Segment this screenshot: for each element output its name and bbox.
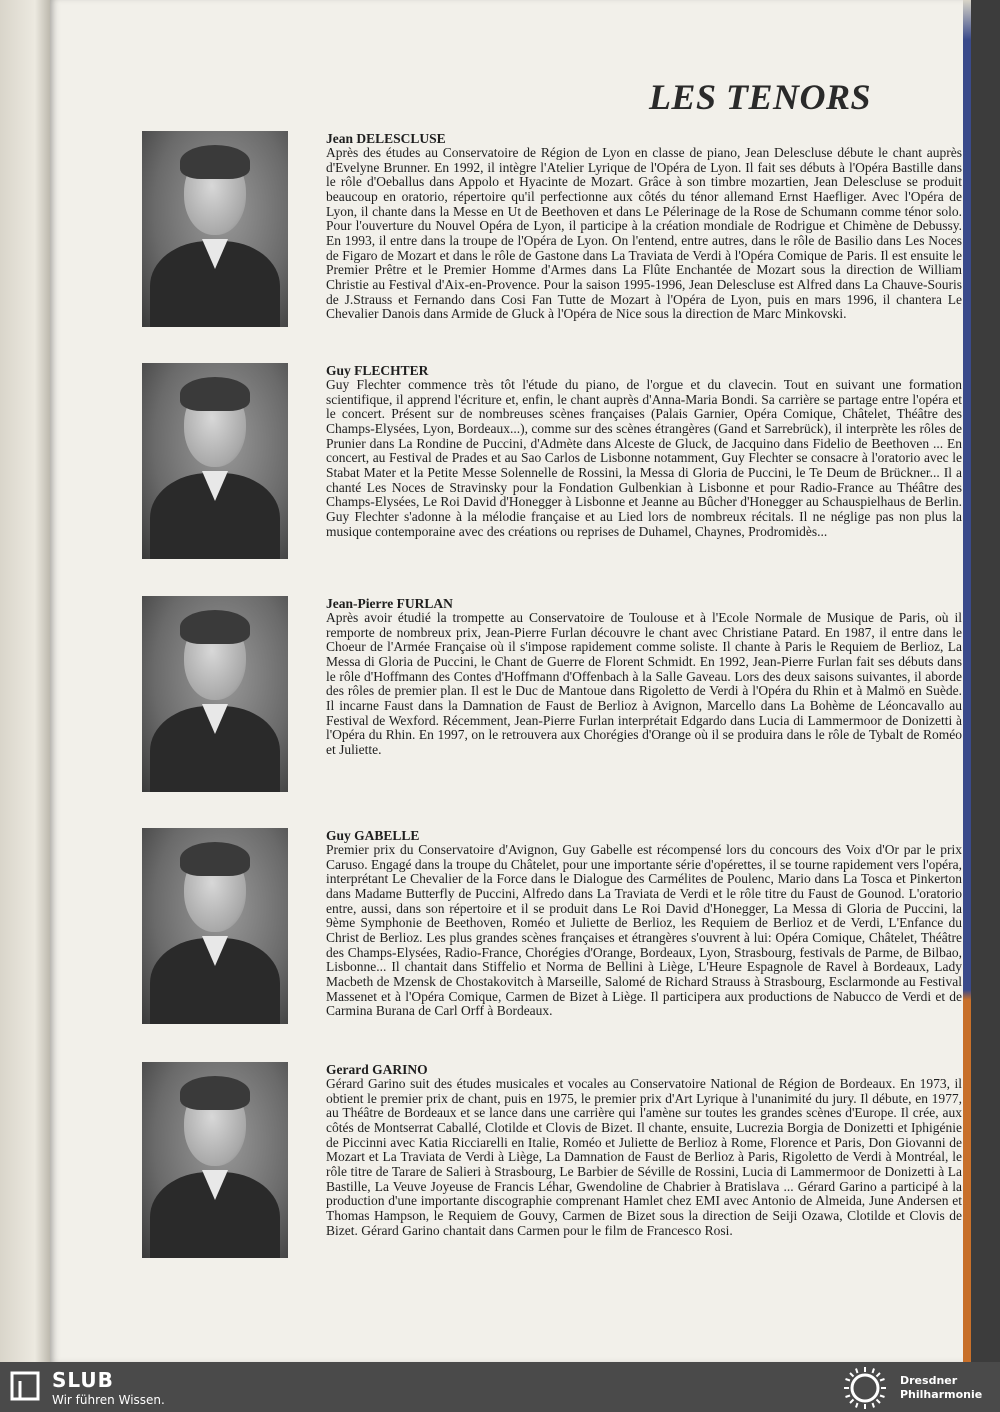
page-edge-stripe: [963, 0, 971, 1362]
bio-name: Jean-Pierre FURLAN: [326, 596, 453, 611]
portrait-photo: [142, 1062, 288, 1258]
bio-paragraph: Gérard Garino suit des études musicales et vocales au Conservatoire National de Région de Bordeaux. En 1973, il obtient le premier prix de chant, puis en 1975, le premier prix d'Art Lyrique à l'unanimité du jury. Il débute, en 1977, au Théâtre de Bordeaux et se lance dans une carrière qui l'amène sur toutes les grandes scènes d'Europe. Il crée, aux côtés de Montserrat Caballé, Clotilde et Clovis de Bizet. Il chante, ensuite, Lucrezia Borgia de Donizetti et Iphigénie de Piccinni avec Katia Ricciarelli en Italie, Roméo et Juliette de Berlioz à Rome, Florence et Paris, Don Giovanni de Mozart et La Traviata de Verdi à Liège, La Damnation de Faust de Berlioz à Paris, Rigoletto de Verdi à Montréal, le rôle titre de Tarare de Salieri à Strasbourg, Le Barbier de Séville de Rossini, Lucia di Lammermoor de Donizetti à La Bastille, La Veuve Joyeuse de Francis Léhar, Gwendoline de Chabrier à Bratislava ... Gérard Garino a participé à la production d'une importante discographie comprenant Hamlet chez EMI avec Antonio de Almeida, June Andersen et Thomas Hampson, le Requiem de Gouvy, Carmen de Bizet sous la direction de Seiji Ozawa, Clotilde et Clovis de Bizet. Gérard Garino chantait dans Carmen pour le film de Francesco Rosi.: [326, 1076, 962, 1238]
portrait-photo: [142, 596, 288, 792]
portrait-photo: [142, 131, 288, 327]
bio-paragraph: Après des études au Conservatoire de Région de Lyon en classe de piano, Jean Delescluse débute le chant auprès d'Evelyne Brunner. En 1992, il intègre l'Atelier Lyrique de l'Opéra de Lyon. Il fait ses débuts à l'Opéra Bastille dans le rôle d'Oeballus dans Appolo et Hyacinte de Mozart. Grâce à son timbre mozartien, Jean Delescluse se produit beaucoup en oratorio, répertoire qu'il perfectionne aux côtés du ténor allemand Ernst Haefliger. Avec l'Opéra de Lyon, il chante dans la Messe en Ut de Beethoven et dans Le Pélerinage de la Rose de Schumann comme ténor solo. Pour l'ouverture du Nouvel Opéra de Lyon, il participe à la création mondiale de Rodrigue et Chimène de Debussy. En 1993, il entre dans la troupe de l'Opéra de Lyon. On l'entend, entre autres, dans le rôle de Basilio dans Les Noces de Figaro de Mozart et dans le rôle de Gastone dans La Traviata de Verdi à l'Opéra Comique de Paris. Il est ensuite le Premier Prêtre et le Premier Homme d'Armes dans La Flûte Enchantée de Mozart sous la direction de William Christie au Festival d'Aix-en-Provence. Pour la saison 1995-1996, Jean Delescluse est Alfred dans La Chauve-Souris de J.Strauss et Fernando dans Cosi Fan Tutte de Mozart à l'Opéra de Lyon, puis en mars 1996, il chantera Le Chevalier Danois dans Armide de Gluck à l'Opéra de Nice sous la direction de Marc Minkovski.: [326, 145, 962, 322]
bio-paragraph: Après avoir étudié la trompette au Conservatoire de Toulouse et à l'Ecole Normale de Musique de Paris, où il remporte de nombreux prix, Jean-Pierre Furlan découvre le chant avec Christiane Patard. En 1987, il entre dans le Choeur de l'Armée Française où il s'impose rapidement comme soliste. Il chante à Paris le Requiem de Berlioz, La Messa di Gloria de Puccini, le Chant de Guerre de Florent Schmidt. En 1992, Jean-Pierre Furlan fait ses débuts dans le rôle d'Hoffmann des Contes d'Hoffmann d'Offenbach à la Salle Gaveau. Lors des deux saisons suivantes, il aborde des rôles de premier plan. Il est le Duc de Mantoue dans Rigoletto de Verdi à l'Opéra du Rhin et à Malmö en Suède. Il incarne Faust dans la Damnation de Faust de Berlioz à Avignon, Marcello dans La Bohème de Léoncavallo au Festival de Wexford. Récemment, Jean-Pierre Furlan interprétait Edgardo dans Lucia di Lammermoor de Donizetti à l'Opéra du Rhin. En 1997, on le retrouvera aux Chorégies d'Orange où il se produira dans le rôle de Tybalt de Roméo et Juliette.: [326, 610, 962, 757]
portrait-photo: [142, 828, 288, 1024]
viewer-footer: [0, 1362, 1000, 1412]
facing-page-edge: [0, 0, 50, 1362]
partner-name-line1: Dresdner: [900, 1374, 958, 1387]
portrait-photo: [142, 363, 288, 559]
philharmonie-logo-icon[interactable]: [842, 1365, 888, 1411]
bio-name: Gerard GARINO: [326, 1062, 428, 1077]
slub-logo-icon[interactable]: [10, 1371, 40, 1401]
bio-paragraph: Premier prix du Conservatoire d'Avignon, Guy Gabelle est récompensé lors du concours des Voix d'Or par le prix Caruso. Engagé dans la troupe du Châtelet, pour une importante série d'opérettes, il se tourne rapidement vers l'opéra, interprétant Le Chevalier de la Force dans le Dialogue des Carmélites de Poulenc, Mario dans La Tosca et Pinkerton dans Madame Butterfly de Puccini, Alfredo dans La Traviata de Verdi et le rôle titre du Faust de Gounod. L'oratorio entre, aussi, dans son répertoire et il se produit dans Le Roi David d'Honegger, La Messa di Gloria de Puccini, la 9ème Symphonie de Beethoven, Roméo et Juliette de Berlioz, les Requiem de Berlioz et de Verdi, L'Enfance du Christ de Berlioz. Les plus grandes scènes françaises et étrangères s'ouvrent à lui: Opéra Comique, Châtelet, Théâtre des Champs-Elysées, Radio-France, Chorégies d'Orange, Bordeaux, Lyon, Strasbourg, festivals de Parme, de Bilbao, Lisbonne... Il chantait dans Stiffelio et Norma de Bellini à Liège, L'Heure Espagnole de Ravel à Bordeaux, Lady Macbeth de Mzensk de Chostakovitch à Marseille, Salomé de Richard Strauss à Strasbourg, Esclarmonde au Festival Massenet et à l'Opéra Comique, Carmen de Bizet à Liège. Il participera aux productions de Nabucco de Verdi et de Carmina Burana de Carl Orff à Bordeaux.: [326, 842, 962, 1019]
bio-name: Jean DELESCLUSE: [326, 131, 446, 146]
bio-text-block: [326, 828, 962, 1019]
bio-name: Guy GABELLE: [326, 828, 420, 843]
bio-text-block: [326, 131, 962, 322]
bio-text-block: [326, 596, 962, 758]
page-heading: LES TENORS: [648, 77, 871, 117]
partner-name-line2: Philharmonie: [900, 1388, 983, 1401]
library-name[interactable]: SLUB: [52, 1368, 114, 1392]
document-page: [50, 0, 963, 1362]
bio-paragraph: Guy Flechter commence très tôt l'étude du piano, de l'orgue et du clavecin. Tout en suivant une formation scientifique, il apprend l'écriture et, enfin, le chant auprès d'Anna-Maria Bondi. Sa carrière se partage entre l'opéra et le concert. Présent sur de nombreuses scènes françaises (Palais Garnier, Opéra Comique, Châtelet, Théâtre des Champs-Elysées, Lyon, Bordeaux...), comme sur des scènes étrangères (Gand et Sarrebrück), il interprète les rôles de Prunier dans La Rondine de Puccini, d'Admète dans Alceste de Gluck, de Jacquino dans Fidelio de Beethoven ... En concert, au Festival de Prades et au Sao Carlos de Lisbonne notamment, Guy Flechter se consacre à l'oratorio avec le Stabat Mater et la Petite Messe Solennelle de Rossini, la Messa di Gloria de Puccini, le Te Deum de Brückner... Il a chanté Les Noces de Stravinsky pour la Fondation Gulbenkian à Lisbonne et pour Radio-France au Théâtre des Champs-Elysées, Le Roi David d'Honegger à Lisbonne et Jeanne au Bûcher d'Honegger au Schauspielhaus de Berlin. Guy Flechter s'adonne à la mélodie française et au Lied lors de nombreux récitals. Il ne néglige pas non plus la musique contemporaine avec des créations ou reprises de Duhamel, Chaynes, Prodromidès...: [326, 377, 962, 539]
bio-name: Guy FLECHTER: [326, 363, 429, 378]
bio-text-block: [326, 363, 962, 539]
library-tagline: Wir führen Wissen.: [52, 1393, 165, 1407]
bio-text-block: [326, 1062, 962, 1238]
